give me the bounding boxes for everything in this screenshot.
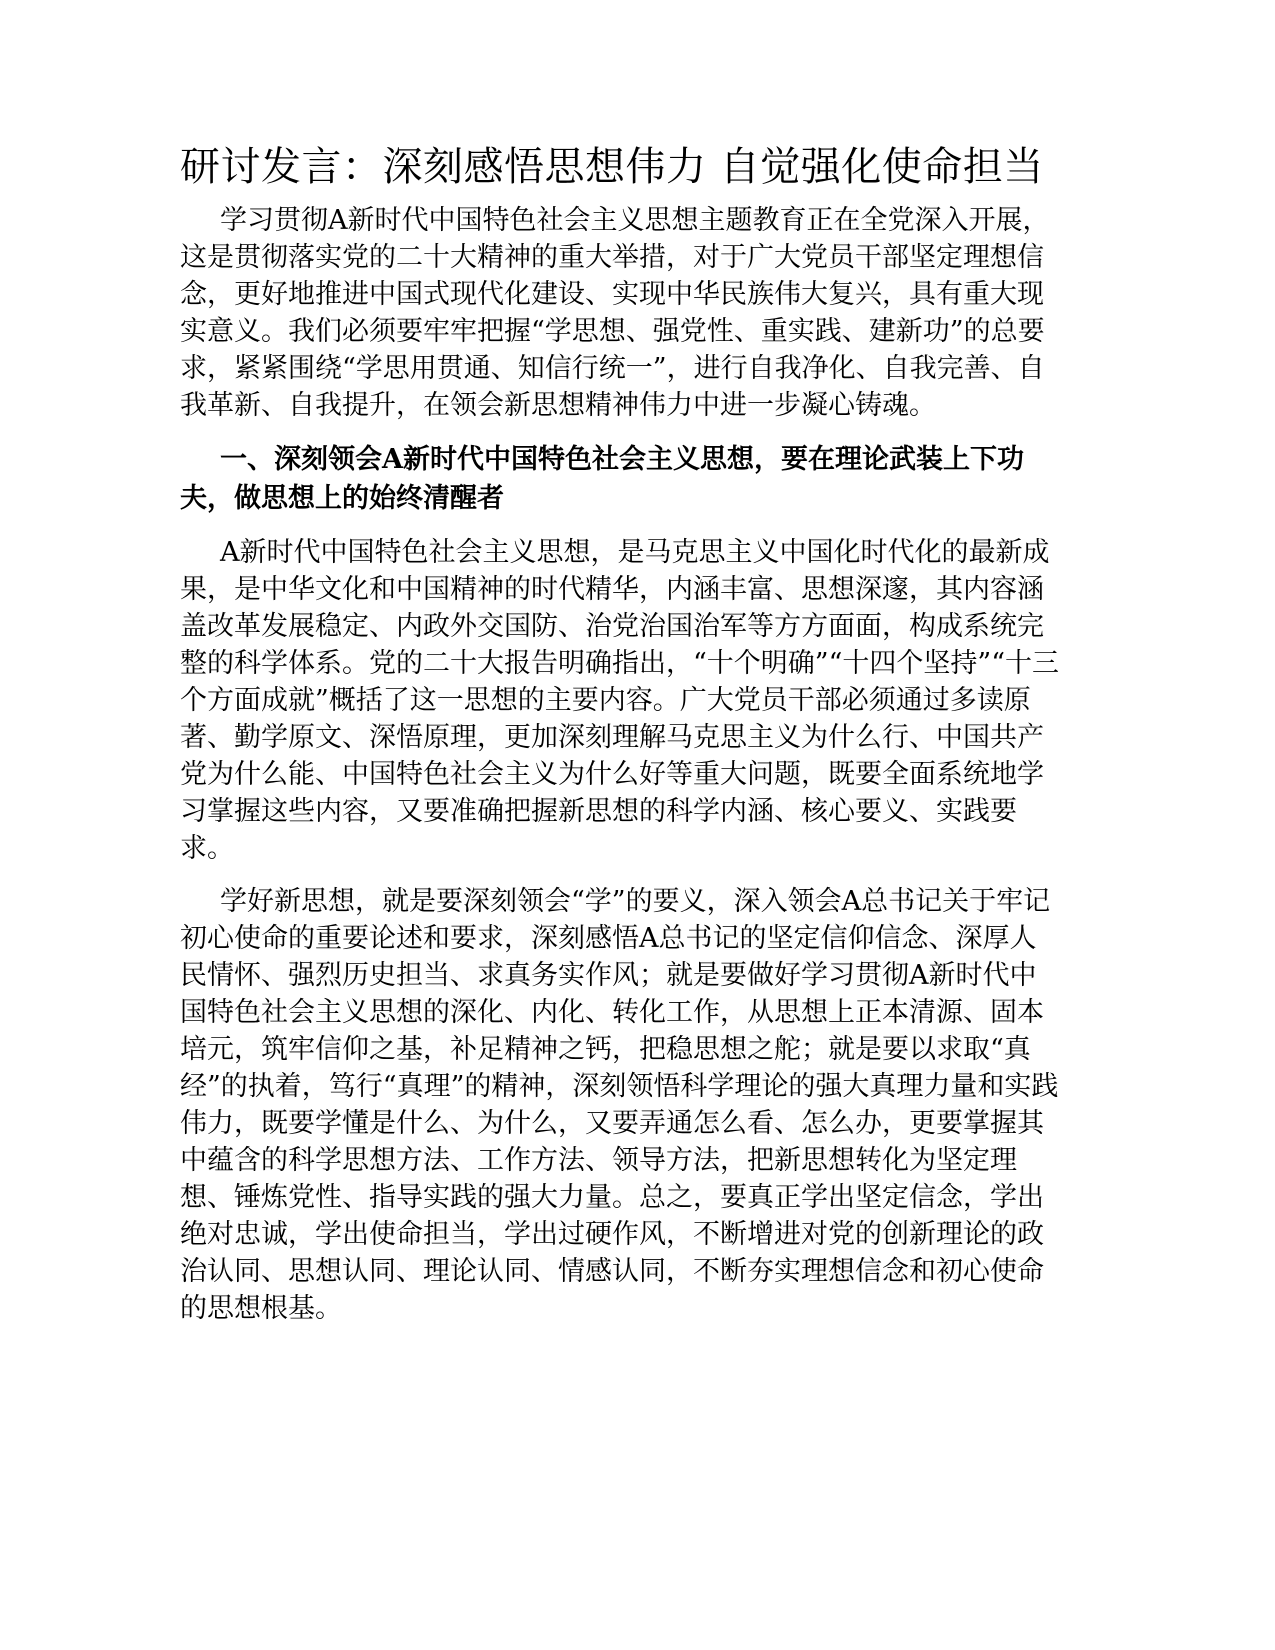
section1-paragraph-2: 学好新思想，就是要深刻领会“学”的要义，深入领会A总书记关于牢记初心使命的重要论述和要求，深刻感悟A总书记的坚定信仰信念、深厚人民情怀、强烈历史担当、求真务实作风；就是要做好学习贯彻A新时代中国特色社会主义思想的深化、内化、转化工作，从思想上正本清源、固本培元，筑牢信仰之基，补足精神之钙，把稳思想之舵；就是要以求取“真经”的执着，笃行“真理”的精神，深刻领悟科学理论的强大真理力量和实践伟力，既要学懂是什么、为什么，又要弄通怎么看、怎么办，更要掌握其中蕴含的科学思想方法、工作方法、领导方法，把新思想转化为坚定理想、锤炼党性、指导实践的强大力量。总之，要真正学出坚定信念，学出绝对忠诚，学出使命担当，学出过硬作风，不断增进对党的创新理论的政治认同、思想认同、理论认同、情感认同，不断夯实理想信念和初心使命的思想根基。 xyxy=(180,886,1059,1324)
section-heading-1: 一、深刻领会A新时代中国特色社会主义思想，要在理论武装上下功夫，做思想上的始终清醒者 xyxy=(180,444,1024,514)
intro-paragraph: 学习贯彻A新时代中国特色社会主义思想主题教育正在全党深入开展，这是贯彻落实党的二十大精神的重大举措，对于广大党员干部坚定理想信念，更好地推进中国式现代化建设、实现中华民族伟大复兴，具有重大现实意义。我们必须要牢牢把握“学思想、强党性、重实践、建新功”的总要求，紧紧围绕“学思用贯通、知信行统一”，进行自我净化、自我完善、自我革新、自我提升，在领会新思想精神伟力中进一步凝心铸魂。 xyxy=(180,205,1050,421)
document-page xyxy=(180,138,1060,1343)
section1-paragraph-1: A新时代中国特色社会主义思想，是马克思主义中国化时代化的最新成果，是中华文化和中国精神的时代精华，内涵丰富、思想深邃，其内容涵盖改革发展稳定、内政外交国防、治党治国治军等方方面面，构成系统完整的科学体系。党的二十大报告明确指出，“十个明确”“十四个坚持”“十三个方面成就”概括了这一思想的主要内容。广大党员干部必须通过多读原著、勤学原文、深悟原理，更加深刻理解马克思主义为什么行、中国共产党为什么能、中国特色社会主义为什么好等重大问题，既要全面系统地学习掌握这些内容，又要准确把握新思想的科学内涵、核心要义、实践要求。 xyxy=(180,537,1060,864)
document-title: 研讨发言：深刻感悟思想伟力 自觉强化使命担当 xyxy=(180,144,1044,190)
